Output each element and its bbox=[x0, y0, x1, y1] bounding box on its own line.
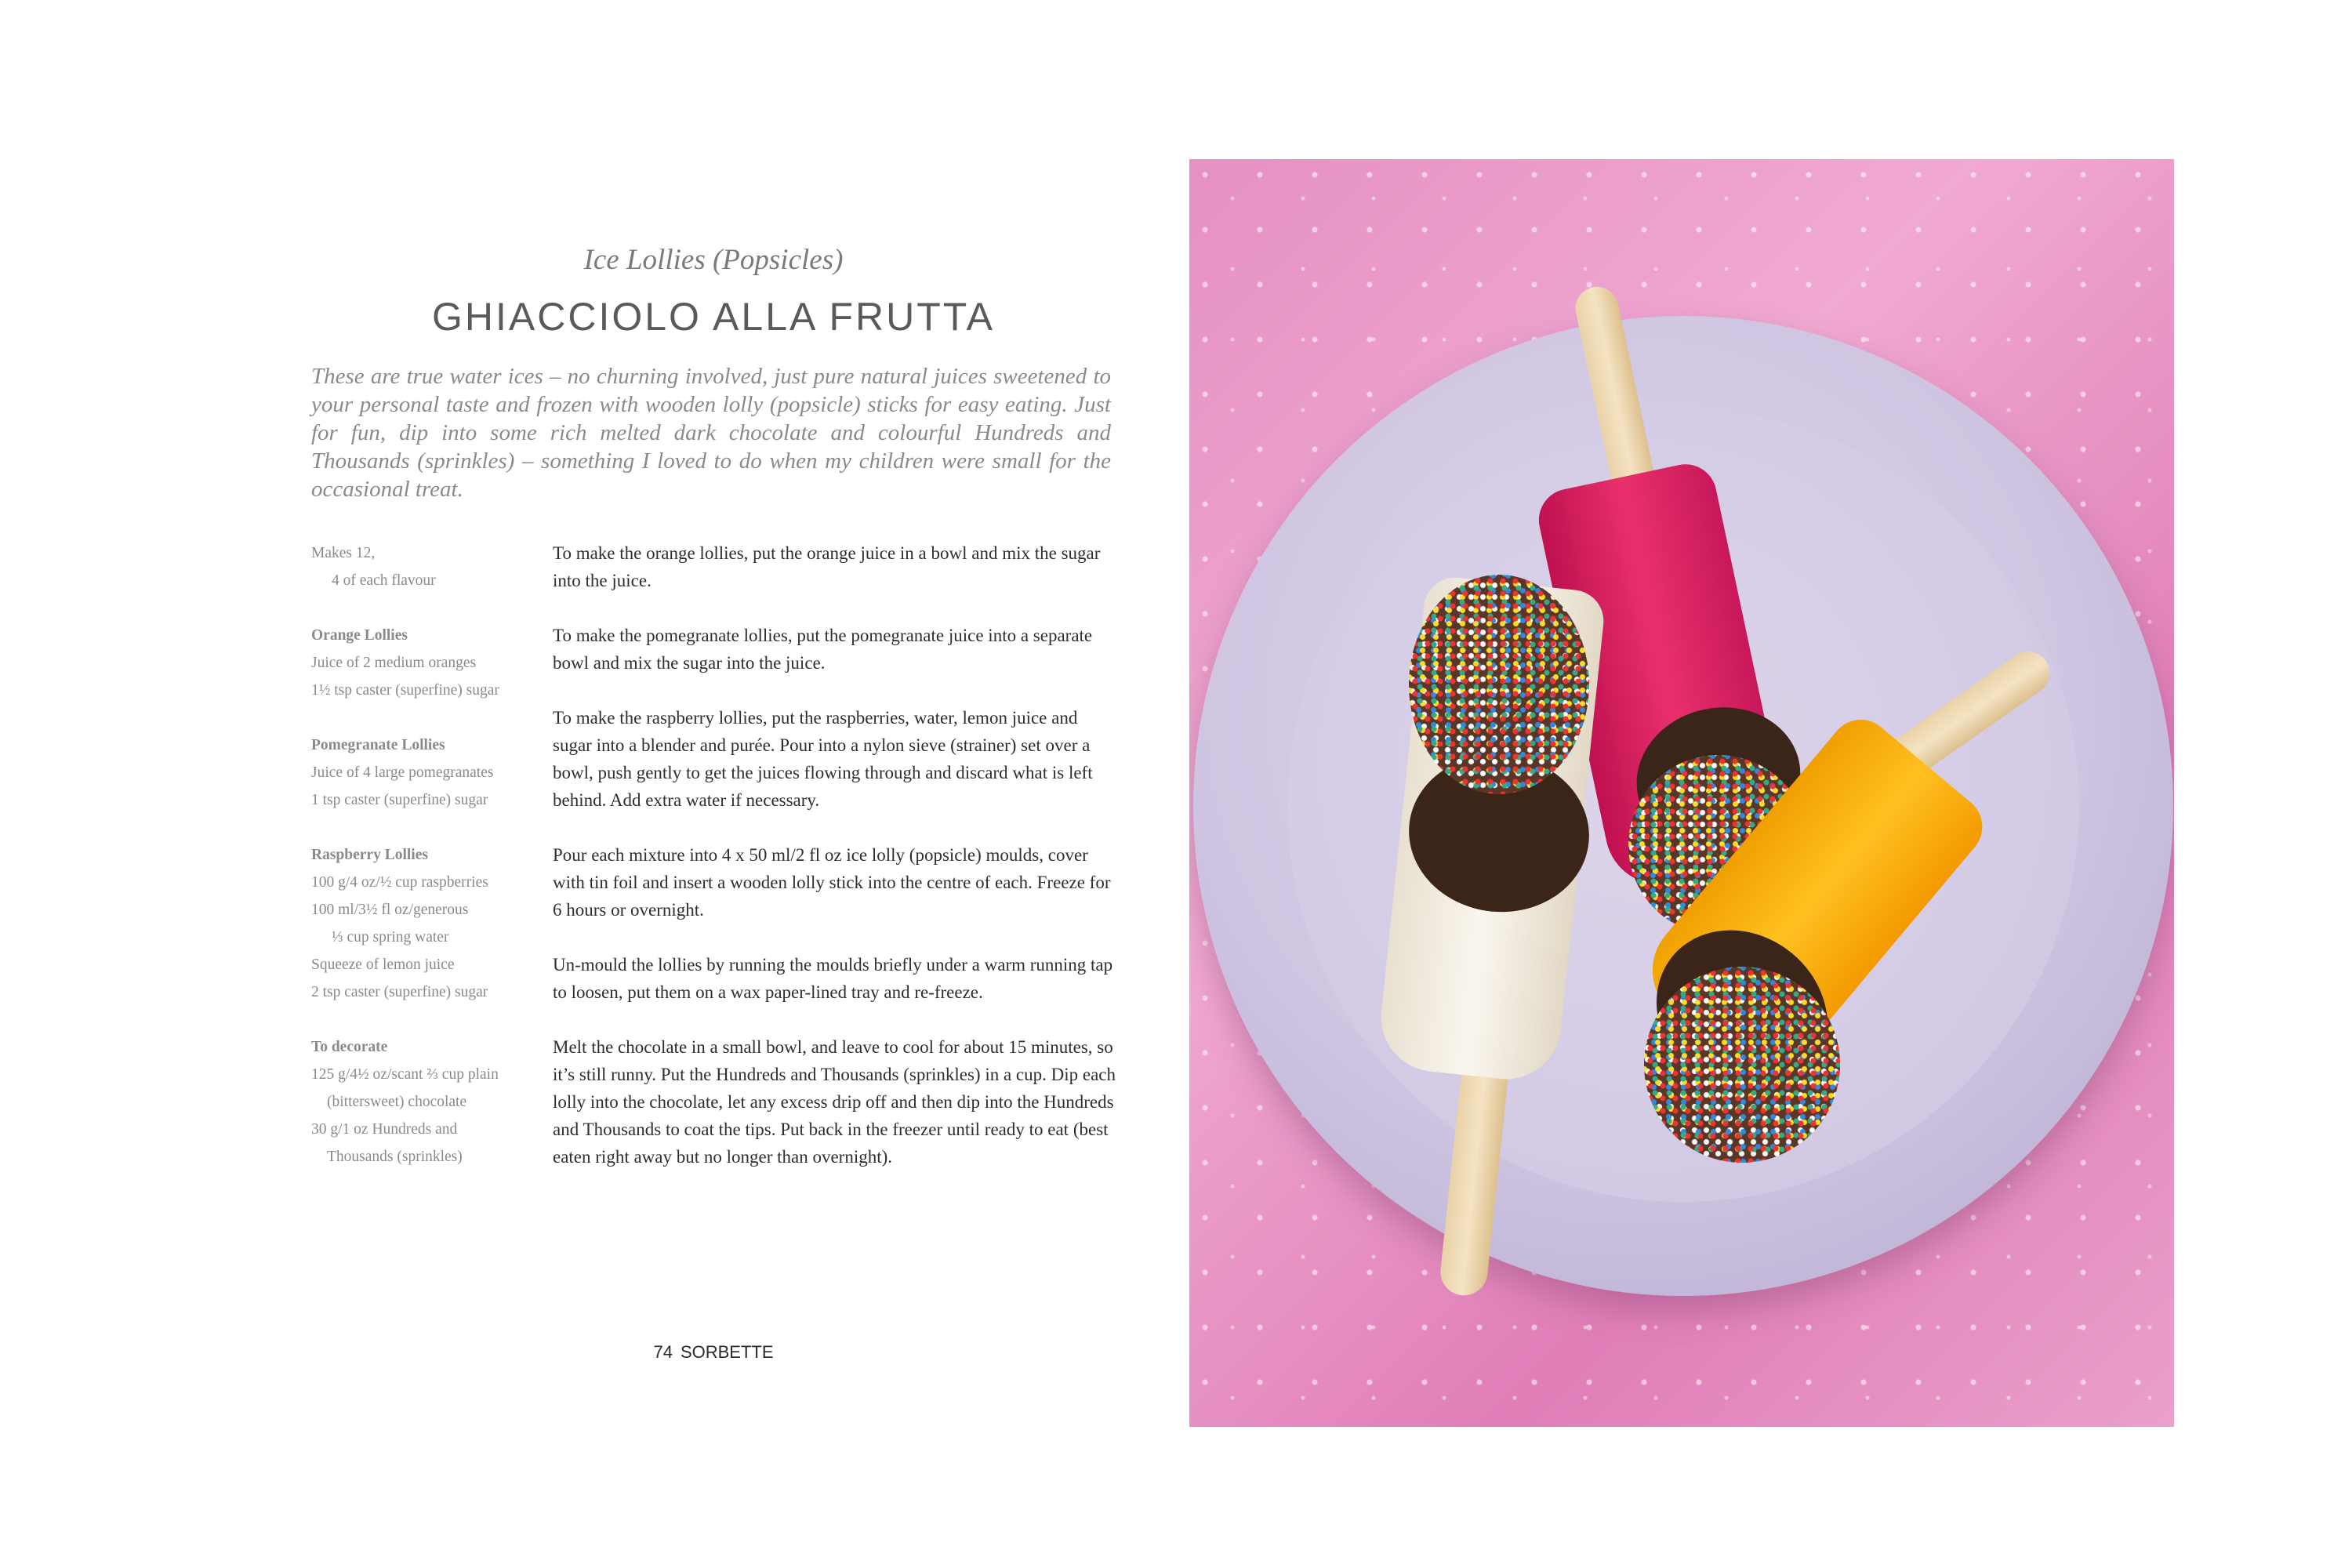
ingredient-item: 100 g/4 oz/½ cup raspberries bbox=[311, 874, 488, 891]
method-step: To make the pomegranate lollies, put the pomegranate juice into a separate bowl and mix the sugar into the juice. bbox=[553, 626, 1093, 673]
yield-detail: 4 of each flavour bbox=[332, 572, 436, 589]
ingredient-item: ⅓ cup spring water bbox=[332, 929, 449, 946]
section-name: SORBETTE bbox=[680, 1342, 774, 1362]
method-step: To make the raspberry lollies, put the raspberries, water, lemon juice and sugar into a blender and purée. Pour into a nylon sieve (strainer) set over a bowl, push gently to get the juices flowing through and discard what is left behind. Add extra water if necessary. bbox=[553, 708, 1093, 810]
orange-lolly-sprinkles bbox=[1644, 967, 1840, 1163]
ingredient-item: 2 tsp caster (superfine) sugar bbox=[311, 984, 488, 1000]
method-step: Pour each mixture into 4 x 50 ml/2 fl oz ice lolly (popsicle) moulds, cover with tin foil and insert a wooden lolly stick into the centre of each. Freeze for 6 hours or overnight. bbox=[553, 845, 1111, 920]
ingredient-item: 125 g/4½ oz/scant ⅔ cup plain bbox=[311, 1066, 499, 1083]
ingredient-item: Thousands (sprinkles) bbox=[327, 1149, 463, 1165]
ingredient-item: Squeeze of lemon juice bbox=[311, 956, 455, 973]
ingredient-heading-pomegranate: Pomegranate Lollies bbox=[311, 737, 445, 753]
ingredient-heading-orange: Orange Lollies bbox=[311, 627, 408, 644]
ingredient-item: Juice of 2 medium oranges bbox=[311, 655, 477, 671]
ingredient-heading-decorate: To decorate bbox=[311, 1039, 388, 1055]
ingredient-item: 30 g/1 oz Hundreds and bbox=[311, 1121, 458, 1138]
ingredient-item: Juice of 4 large pomegranates bbox=[311, 764, 494, 781]
method-step: Un-mould the lollies by running the moulds briefly under a warm running tap to loosen, put them on a wax paper-lined tray and re-freeze. bbox=[553, 955, 1113, 1002]
popsicles-photo bbox=[1189, 159, 2174, 1427]
white-lolly-sprinkles bbox=[1409, 575, 1589, 794]
ingredient-item: (bittersweet) chocolate bbox=[327, 1094, 467, 1110]
ingredient-item: 100 ml/3½ fl oz/generous bbox=[311, 902, 469, 918]
method-steps bbox=[553, 539, 1117, 1198]
recipe-title: GHIACCIOLO ALLA FRUTTA bbox=[431, 295, 995, 339]
ingredients-list bbox=[311, 539, 546, 1171]
page-number: 74 bbox=[653, 1342, 673, 1362]
ingredient-item: 1 tsp caster (superfine) sugar bbox=[311, 792, 488, 808]
recipe-subtitle: Ice Lollies (Popsicles) bbox=[583, 244, 844, 276]
yield-line: Makes 12, bbox=[311, 545, 376, 561]
ingredient-item: 1½ tsp caster (superfine) sugar bbox=[311, 682, 499, 699]
recipe-intro: These are true water ices – no churning involved, just pure natural juices sweetened to your personal taste and frozen with wooden lolly (popsicle) sticks for easy eating. Just for fun, dip into some rich melted dark chocolate and colourful Hundreds and Thousands (sprinkles) – something I loved to do when my children were small for the occasional treat. bbox=[311, 364, 1111, 502]
method-step: To make the orange lollies, put the orange juice in a bowl and mix the sugar into the juice. bbox=[553, 543, 1101, 590]
method-step: Melt the chocolate in a small bowl, and leave to cool for about 15 minutes, so it’s still runny. Put the Hundreds and Thousands (sprinkles) in a cup. Dip each lolly into the chocolate, let any excess drip off and then dip into the Hundreds and Thousands to coat the tips. Put back in the freezer until ready to eat (best eaten right away but no longer than overnight). bbox=[553, 1037, 1116, 1167]
ingredient-heading-raspberry: Raspberry Lollies bbox=[311, 847, 428, 863]
